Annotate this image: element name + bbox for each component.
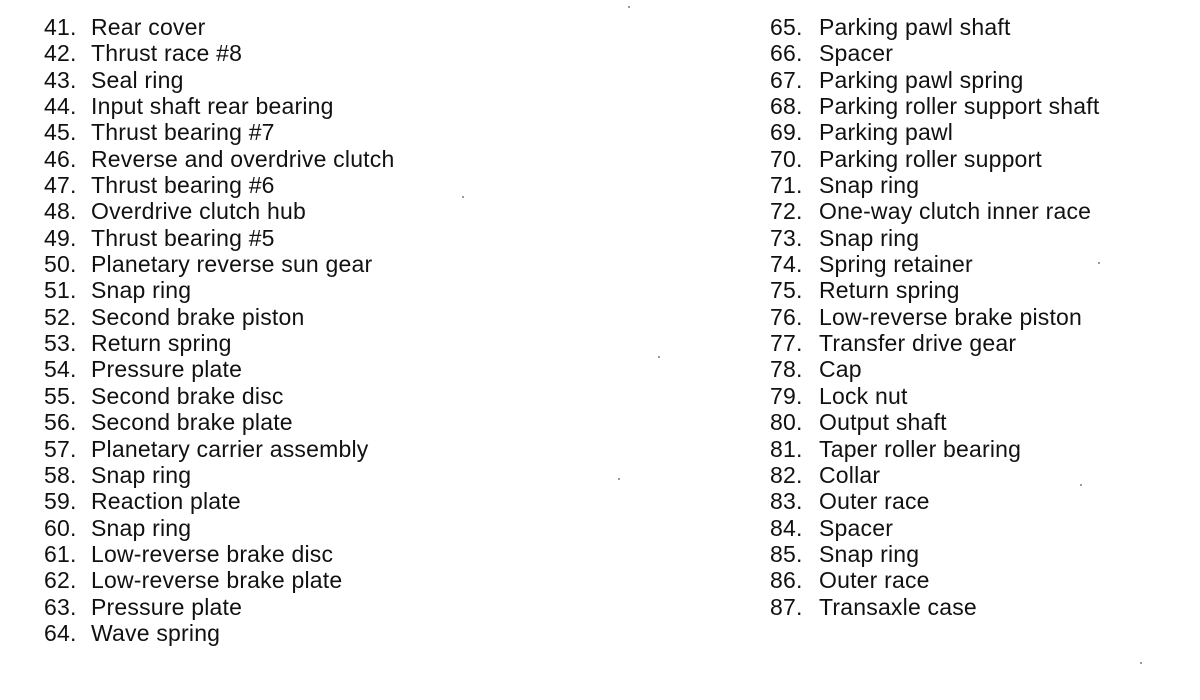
item-number: 58. xyxy=(44,461,77,488)
scan-speck xyxy=(618,478,620,480)
list-item xyxy=(44,567,394,593)
list-item xyxy=(44,251,394,277)
part-name: Overdrive clutch hub xyxy=(91,198,306,225)
item-number: 74. xyxy=(770,251,803,278)
item-number: 57. xyxy=(44,435,77,462)
scan-speck xyxy=(658,356,660,358)
list-item xyxy=(44,225,394,251)
item-number: 73. xyxy=(770,224,803,251)
part-name: Low-reverse brake plate xyxy=(91,567,343,594)
item-number: 44. xyxy=(44,93,77,120)
part-name: Outer race xyxy=(819,567,930,594)
part-name: Taper roller bearing xyxy=(819,435,1022,462)
list-item xyxy=(770,515,1099,541)
part-name: Thrust bearing #6 xyxy=(91,172,275,199)
part-name: Return spring xyxy=(91,330,232,357)
item-number: 87. xyxy=(770,593,803,620)
item-number: 49. xyxy=(44,224,77,251)
list-item xyxy=(770,198,1099,224)
list-item xyxy=(770,119,1099,145)
list-item xyxy=(770,304,1099,330)
item-number: 63. xyxy=(44,593,77,620)
part-name: Planetary carrier assembly xyxy=(91,435,369,462)
list-item xyxy=(770,251,1099,277)
item-number: 52. xyxy=(44,303,77,330)
part-name: Snap ring xyxy=(91,277,192,304)
list-item xyxy=(44,277,394,303)
item-number: 61. xyxy=(44,540,77,567)
part-name: Return spring xyxy=(819,277,960,304)
item-number: 70. xyxy=(770,145,803,172)
part-name: Spacer xyxy=(819,40,894,67)
item-number: 75. xyxy=(770,277,803,304)
list-item xyxy=(770,409,1099,435)
part-name: Output shaft xyxy=(819,409,947,436)
item-number: 83. xyxy=(770,488,803,515)
part-name: Snap ring xyxy=(819,540,920,567)
part-name: Second brake disc xyxy=(91,382,284,409)
part-name: Parking roller support shaft xyxy=(819,93,1100,120)
list-item xyxy=(770,436,1099,462)
part-name: Parking roller support xyxy=(819,145,1043,172)
item-number: 43. xyxy=(44,66,77,93)
item-number: 79. xyxy=(770,382,803,409)
part-name: Transfer drive gear xyxy=(819,330,1017,357)
list-item xyxy=(770,146,1099,172)
list-item xyxy=(44,515,394,541)
list-item xyxy=(44,330,394,356)
list-item xyxy=(44,462,394,488)
list-item xyxy=(770,40,1099,66)
item-number: 82. xyxy=(770,461,803,488)
list-item xyxy=(770,330,1099,356)
part-name: Second brake piston xyxy=(91,303,305,330)
item-number: 53. xyxy=(44,330,77,357)
part-name: Snap ring xyxy=(91,461,192,488)
item-number: 85. xyxy=(770,540,803,567)
item-number: 78. xyxy=(770,356,803,383)
item-number: 47. xyxy=(44,172,77,199)
list-item xyxy=(770,567,1099,593)
part-name: Outer race xyxy=(819,488,930,515)
part-name: Transaxle case xyxy=(819,593,977,620)
scan-speck xyxy=(1098,262,1100,264)
list-item xyxy=(44,409,394,435)
item-number: 48. xyxy=(44,198,77,225)
part-name: Snap ring xyxy=(819,172,920,199)
list-item xyxy=(770,488,1099,514)
item-number: 65. xyxy=(770,14,803,40)
item-number: 66. xyxy=(770,40,803,67)
list-item xyxy=(44,383,394,409)
item-number: 86. xyxy=(770,567,803,594)
item-number: 50. xyxy=(44,251,77,278)
list-item xyxy=(770,356,1099,382)
part-name: Parking pawl spring xyxy=(819,66,1024,93)
parts-list-right-column xyxy=(770,14,1099,620)
list-item xyxy=(770,277,1099,303)
part-name: Thrust race #8 xyxy=(91,40,243,67)
list-item xyxy=(770,594,1099,620)
list-item xyxy=(44,488,394,514)
item-number: 72. xyxy=(770,198,803,225)
part-name: Pressure plate xyxy=(91,356,243,383)
item-number: 46. xyxy=(44,145,77,172)
list-item xyxy=(770,225,1099,251)
list-item xyxy=(44,541,394,567)
scan-speck xyxy=(1140,662,1142,664)
list-item xyxy=(770,172,1099,198)
part-name: Parking pawl xyxy=(819,119,954,146)
item-number: 84. xyxy=(770,514,803,541)
list-item xyxy=(770,541,1099,567)
scan-speck xyxy=(628,6,630,8)
list-item xyxy=(44,93,394,119)
part-name: Reaction plate xyxy=(91,488,241,515)
item-number: 42. xyxy=(44,40,77,67)
part-name: Low-reverse brake piston xyxy=(819,303,1083,330)
part-name: Seal ring xyxy=(91,66,184,93)
item-number: 68. xyxy=(770,93,803,120)
item-number: 59. xyxy=(44,488,77,515)
part-name: Lock nut xyxy=(819,382,908,409)
scan-speck xyxy=(1080,484,1082,486)
item-number: 60. xyxy=(44,514,77,541)
list-item xyxy=(44,436,394,462)
list-item xyxy=(44,356,394,382)
part-name: Rear cover xyxy=(91,14,206,40)
part-name: Spring retainer xyxy=(819,251,973,278)
item-number: 54. xyxy=(44,356,77,383)
item-number: 56. xyxy=(44,409,77,436)
list-item xyxy=(44,67,394,93)
list-item xyxy=(44,304,394,330)
item-number: 55. xyxy=(44,382,77,409)
part-name: Wave spring xyxy=(91,619,221,646)
list-item xyxy=(44,620,394,646)
part-name: Snap ring xyxy=(819,224,920,251)
item-number: 77. xyxy=(770,330,803,357)
list-item xyxy=(44,40,394,66)
item-number: 69. xyxy=(770,119,803,146)
list-item xyxy=(44,594,394,620)
parts-list-left-column xyxy=(44,14,394,646)
item-number: 62. xyxy=(44,567,77,594)
part-name: Pressure plate xyxy=(91,593,243,620)
list-item xyxy=(44,119,394,145)
item-number: 41. xyxy=(44,14,77,40)
list-item xyxy=(770,383,1099,409)
list-item xyxy=(44,198,394,224)
item-number: 71. xyxy=(770,172,803,199)
scan-speck xyxy=(462,196,464,198)
part-name: Reverse and overdrive clutch xyxy=(91,145,395,172)
list-item xyxy=(770,93,1099,119)
item-number: 51. xyxy=(44,277,77,304)
list-item xyxy=(44,14,394,40)
part-name: Collar xyxy=(819,461,881,488)
item-number: 76. xyxy=(770,303,803,330)
part-name: Parking pawl shaft xyxy=(819,14,1011,40)
part-name: Thrust bearing #5 xyxy=(91,224,275,251)
list-item xyxy=(44,146,394,172)
item-number: 45. xyxy=(44,119,77,146)
list-item xyxy=(44,172,394,198)
part-name: One-way clutch inner race xyxy=(819,198,1092,225)
item-number: 67. xyxy=(770,66,803,93)
part-name: Low-reverse brake disc xyxy=(91,540,334,567)
item-number: 80. xyxy=(770,409,803,436)
part-name: Second brake plate xyxy=(91,409,293,436)
part-name: Input shaft rear bearing xyxy=(91,93,334,120)
part-name: Planetary reverse sun gear xyxy=(91,251,373,278)
item-number: 81. xyxy=(770,435,803,462)
list-item xyxy=(770,67,1099,93)
part-name: Snap ring xyxy=(91,514,192,541)
part-name: Spacer xyxy=(819,514,894,541)
part-name: Thrust bearing #7 xyxy=(91,119,275,146)
item-number: 64. xyxy=(44,619,77,646)
list-item xyxy=(770,14,1099,40)
list-item xyxy=(770,462,1099,488)
part-name: Cap xyxy=(819,356,862,383)
